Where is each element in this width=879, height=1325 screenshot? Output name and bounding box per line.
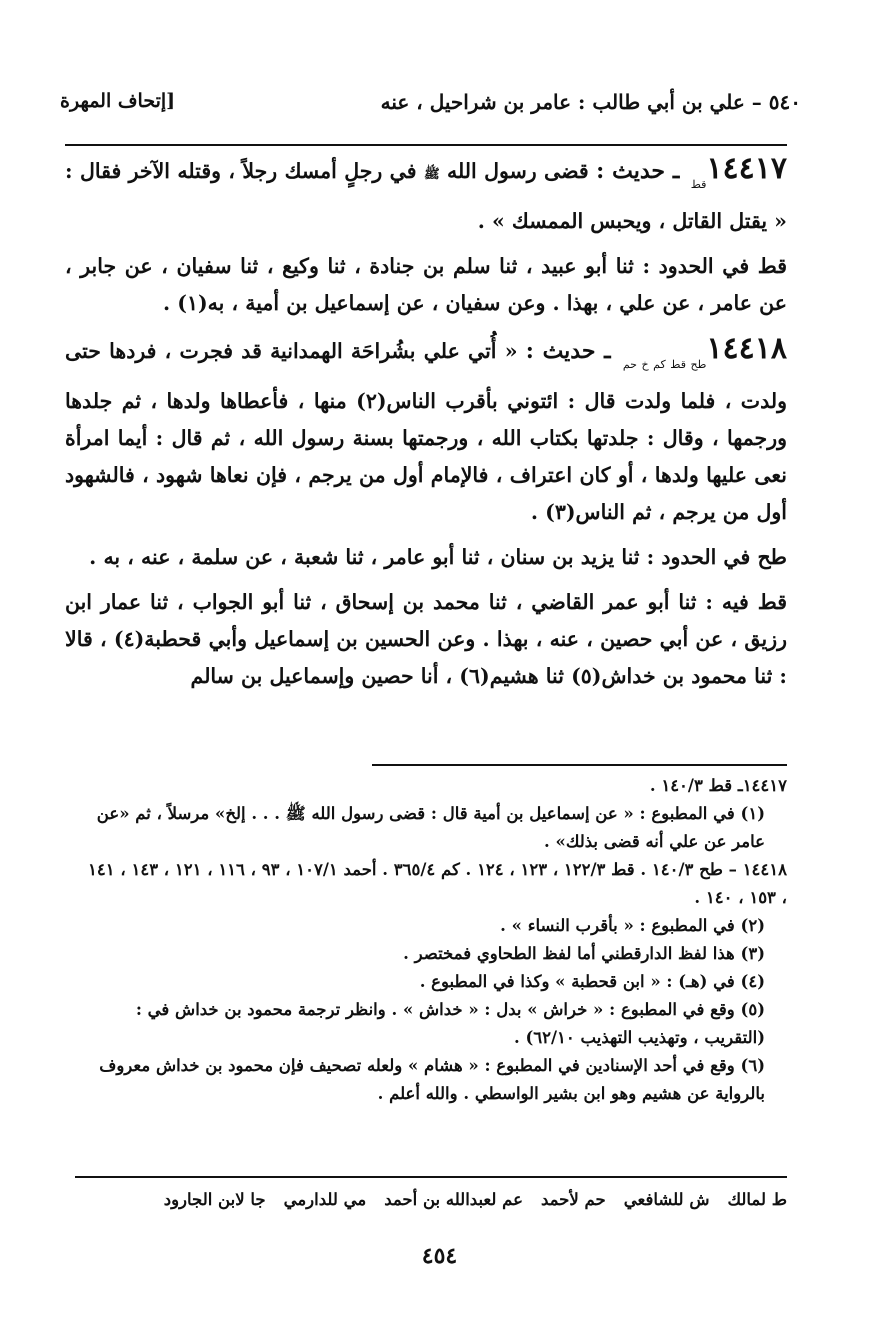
salla-symbol: ﷺ [423, 167, 440, 182]
hadith-text: قضى رسول الله [447, 159, 589, 183]
header-title: ٥٤٠ – علي بن أبي طالب : عامر بن شراحيل ، عنه [380, 90, 801, 114]
hadith-1448 [65, 330, 787, 531]
footnote: ١٤٤١٨ – طح ١٤٠/٣ . قط ١٢٢/٣ ، ١٢٣ ، ١٢٤ . كم ٣٦٥/٤ . أحمد ١٠٧/١ ، ٩٣ ، ١١٦ ، ١٢١ ، ١٤٣ ، ١٤١ ، ١٥٣ ، ١٤٠ . [88, 860, 787, 907]
footnote: (٤) في (هـ) : « ابن قحطبة » وكذا في المطبوع . [419, 972, 765, 991]
isnad-paragraph: قط في الحدود : ثنا أبو عبيد ، ثنا سلم بن جنادة ، ثنا وكيع ، ثنا سفيان ، عن جابر ، عن عامر ، عن علي ، بهذا . وعن سفيان ، عن إسماعيل بن أمية ، به(١) . [65, 254, 787, 315]
abbreviation: عم لعبدالله بن أحمد [384, 1190, 523, 1209]
hadith-text: في رجلٍ أمسك رجلاً ، وقتله الآخر فقال : « يقتل القاتل ، ويحبس الممسك » . [65, 159, 787, 233]
hadith-sigla: طح قط كم خ حم [622, 358, 707, 371]
isnad-paragraph: طح في الحدود : ثنا يزيد بن سنان ، ثنا أبو عامر ، ثنا شعبة ، عن سلمة ، عنه ، به . [89, 545, 787, 569]
footnote: (٦) وقع في أحد الإسنادين في المطبوع : « هشام » ولعله تصحيف فإن محمود بن خداش معروف بالرواية عن هشيم وهو ابن بشير الواسطي . والله أعلم . [99, 1056, 765, 1103]
header-divider [65, 144, 787, 146]
abbreviations-key [75, 1190, 787, 1209]
main-text [65, 150, 787, 703]
abbreviation: ش للشافعي [623, 1190, 710, 1209]
hadith-label: ـ حديث : [525, 338, 611, 364]
footnote: (٣) هذا لفظ الدارقطني أما لفظ الطحاوي فمختصر . [403, 944, 765, 963]
footnotes [78, 772, 787, 1108]
hadith-number: ١٤٤١٨ [706, 331, 787, 366]
abbreviation: جا لابن الجارود [163, 1190, 266, 1209]
abbreviation: مي للدارمي [283, 1190, 367, 1209]
hadith-number: ١٤٤١٧ [706, 151, 787, 186]
footnote-divider [372, 764, 787, 766]
hadith-sigla: قط [690, 178, 707, 191]
abbreviations-divider [75, 1176, 787, 1178]
footnote: ١٤٤١٧ـ قط ١٤٠/٣ . [649, 776, 787, 795]
abbreviation: حم لأحمد [540, 1190, 606, 1209]
isnad-paragraph: قط فيه : ثنا أبو عمر القاضي ، ثنا محمد بن إسحاق ، ثنا أبو الجواب ، ثنا عمار ابن رزيق ، عن أبي حصين ، عنه ، بهذا . وعن الحسين بن إسماعيل وأبي قحطبة(٤) ، قالا : ثنا محمود بن خداش(٥) ثنا هشيم(٦) ، أنا حصين وإسماعيل بن سالم [65, 590, 787, 688]
hadith-label: ـ حديث : [596, 158, 680, 184]
footnote: (١) في المطبوع : « عن إسماعيل بن أمية قال : قضى رسول الله ﷺ . . . إلخ» مرسلاً ، ثم «عن عامر عن علي أنه قضى بذلك» . [96, 804, 765, 851]
footnote: (٢) في المطبوع : « بأقرب النساء » . [500, 916, 765, 935]
hadith-1447 [65, 150, 787, 240]
header-book-name: [إتحاف المهرة [60, 90, 176, 112]
page-number: ٤٥٤ [421, 1243, 458, 1269]
abbreviation: ط لمالك [727, 1190, 787, 1209]
running-header [60, 82, 801, 122]
footnote: (٥) وقع في المطبوع : « خراش » بدل : « خداش » . وانظر ترجمة محمود بن خداش في : (التقريب ، وتهذيب التهذيب ٦٢/١٠) . [135, 1000, 765, 1047]
hadith-text: « أُتي علي بشُراحَة الهمدانية قد فجرت ، فردها حتى ولدت ، فلما ولدت قال : ائتوني بأقرب الناس(٢) منها ، فأعطاها ولدها ، ثم جلدها ورجمها ، وقال : جلدتها بكتاب الله ، ورجمتها بسنة رسول الله ، ثم قال : أيما امرأة نعى عليها ولدها ، أو كان اعتراف ، فالإمام أول من يرجم ، فإن نعاها شهود ، فالشهود أول من يرجم ، ثم الناس(٣) . [65, 339, 787, 524]
